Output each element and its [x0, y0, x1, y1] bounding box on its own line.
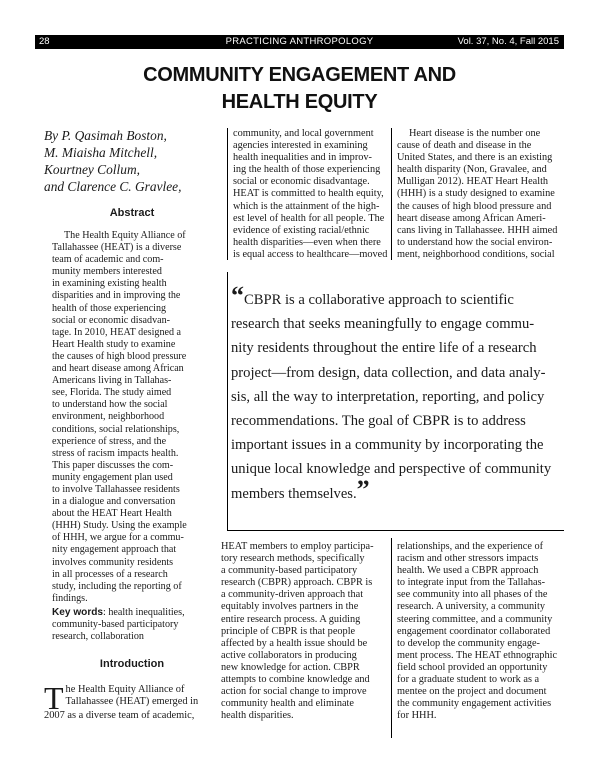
- body-text-line: racism and other stressors impacts: [397, 553, 539, 565]
- abstract-body: [52, 230, 220, 605]
- pull-quote-line: project—from design, data collection, and data analy-: [231, 364, 546, 381]
- body-text-line: to understand how the social environ-: [397, 236, 553, 248]
- keywords-text: research, collaboration: [52, 631, 144, 643]
- column-3-top-text: [397, 128, 562, 261]
- column-rule: [227, 128, 228, 260]
- body-text-line: active collaborators in producing: [221, 649, 357, 661]
- pull-quote-line: unique local knowledge and perspective of community: [231, 461, 552, 478]
- body-text-line: a community-based participatory: [221, 565, 358, 577]
- abstract-line: Americans living in Tallahas-: [52, 375, 172, 387]
- body-text-line: research (CBPR) approach. CBPR is: [221, 577, 373, 589]
- abstract-line: the causes of high blood pressure: [52, 350, 187, 362]
- abstract-line: about the HEAT Heart Health: [52, 508, 172, 520]
- article-title-line-1: COMMUNITY ENGAGEMENT AND: [143, 64, 456, 86]
- body-text-line: engagement coordinator collaborated: [397, 625, 551, 637]
- body-text-line: ing the health of those experiencing: [233, 164, 381, 176]
- journal-name: PRACTICING ANTHROPOLOGY: [225, 36, 374, 47]
- column-rule: [391, 128, 392, 260]
- keywords-text: : health inequalities,: [103, 607, 185, 618]
- body-text-line: to integrate input from the Tallahas-: [397, 577, 546, 589]
- column-3-bottom-text: [397, 541, 562, 722]
- page-number: 28: [39, 36, 50, 47]
- body-text-line: which is the attainment of the high-: [233, 200, 380, 212]
- abstract-line: stress of racism impacts health.: [52, 447, 179, 459]
- running-header: [35, 35, 564, 49]
- body-text-line: equitably involves partners in the: [221, 601, 359, 613]
- abstract-line: nity engagement approach that: [52, 544, 177, 556]
- pull-quote-line: sis, all the way to interpretation, reporting, and policy: [231, 388, 545, 405]
- body-text-line: new knowledge for action. CBPR: [221, 661, 360, 673]
- abstract-line: (HHH) Study. Using the example: [52, 520, 187, 532]
- article-title-line-2: HEALTH EQUITY: [221, 91, 378, 113]
- body-text-line: is equal access to healthcare—moved: [233, 248, 388, 260]
- introduction-heading: Introduction: [99, 658, 165, 670]
- body-text-line: cause of death and disease in the: [397, 140, 532, 152]
- body-text-line: health disparities—even when there: [233, 236, 381, 248]
- abstract-line: munity engagement plan used: [52, 471, 173, 483]
- body-text-line: cans living in Tallahassee. HHH aimed: [397, 224, 558, 236]
- abstract-line: see, Florida. The study aimed: [52, 387, 172, 399]
- body-text-line: Mulligan 2012). HEAT Heart Health: [397, 176, 549, 188]
- body-text-line: health disparity (Non, Gravalee, and: [397, 164, 547, 176]
- body-text-line: steering committee, and a community: [397, 613, 553, 625]
- open-quote-mark: “: [231, 281, 244, 310]
- abstract-line: Tallahassee (HEAT) is a diverse: [52, 242, 182, 254]
- pull-quote: [231, 281, 561, 506]
- body-text-line: field school provided an opportunity: [397, 661, 548, 673]
- author-list: [44, 127, 214, 195]
- body-text-line: community, and local government: [233, 128, 374, 139]
- body-text-line: agencies interested in examining: [233, 140, 368, 152]
- abstract-line: team of academic and com-: [52, 254, 164, 266]
- intro-line: 2007 as a diverse team of academic,: [44, 710, 195, 721]
- abstract-line: and heart disease among African: [52, 363, 184, 375]
- abstract-line: Heart Health study to examine: [52, 338, 176, 350]
- body-text-line: mentee on the project and document: [397, 686, 547, 698]
- body-text-line: the causes of high blood pressure and: [397, 200, 552, 212]
- body-text-line: Heart disease is the number one: [409, 128, 541, 139]
- intro-line: Tallahassee (HEAT) emerged in: [65, 696, 199, 708]
- drop-cap: T: [44, 680, 64, 716]
- body-text-line: health disparities.: [221, 710, 294, 722]
- introduction-body: [44, 680, 220, 722]
- body-text-line: tory research methods, specifically: [221, 553, 365, 565]
- pull-quote-rule: [227, 530, 564, 531]
- abstract-line: conditions, social relationships,: [52, 423, 180, 435]
- body-text-line: principle of CBPR is that people: [221, 625, 356, 637]
- body-text-line: social or economic disadvantage.: [233, 176, 370, 188]
- body-text-line: United States, and there is an existing: [397, 152, 553, 164]
- body-text-line: attempts to combine knowledge and: [221, 674, 370, 686]
- body-text-line: heart disease among African Ameri-: [397, 212, 546, 224]
- abstract-line: disparities and in improving the: [52, 290, 181, 302]
- body-text-line: the community engagement activities: [397, 698, 552, 710]
- abstract-line: munity members interested: [52, 266, 162, 278]
- abstract-line: This paper discusses the com-: [52, 459, 174, 471]
- author-line: M. Miaisha Mitchell,: [44, 145, 158, 160]
- abstract-line: study, including the reporting of: [52, 580, 182, 592]
- abstract-line: environment, neighborhood: [52, 411, 165, 423]
- abstract-line: tage. In 2010, HEAT designed a: [52, 326, 182, 338]
- abstract-line: of HHH, we argue for a commu-: [52, 532, 184, 544]
- author-line: and Clarence C. Gravlee,: [44, 179, 182, 194]
- pull-quote-line: CBPR is a collaborative approach to scientific: [244, 292, 514, 308]
- body-text-line: (HHH) is a study designed to examine: [397, 188, 555, 200]
- body-text-line: relationships, and the experience of: [397, 541, 544, 552]
- author-line: Kourtney Collum,: [44, 162, 140, 177]
- body-text-line: health. We used a CBPR approach: [397, 565, 539, 577]
- abstract-line: findings.: [52, 592, 88, 604]
- body-text-line: action for social change to improve: [221, 686, 367, 698]
- pull-quote-line: members themselves.: [231, 485, 357, 502]
- pull-quote-line: important issues in a community by incorporating the: [231, 437, 544, 454]
- body-text-line: see community into all phases of the: [397, 589, 548, 601]
- pull-quote-line: recommendations. The goal of CBPR is to address: [231, 413, 526, 430]
- pull-quote-rule: [227, 272, 228, 530]
- column-2-top-text: [233, 128, 388, 261]
- volume-info: Vol. 37, No. 4, Fall 2015: [457, 36, 559, 47]
- body-text-line: entire research process. A guiding: [221, 613, 361, 625]
- body-text-line: research. A university, a community: [397, 601, 546, 613]
- author-line: By P. Qasimah Boston,: [44, 128, 167, 143]
- body-text-line: health inequalities and in improv-: [233, 152, 372, 164]
- body-text-line: a community-driven approach that: [221, 589, 364, 601]
- abstract-line: health of those experiencing: [52, 302, 167, 314]
- body-text-line: ment, neighborhood conditions, social: [397, 248, 555, 260]
- abstract-line: involves community residents: [52, 556, 174, 568]
- keywords-block: [52, 607, 220, 643]
- keywords-text: community-based participatory: [52, 619, 179, 631]
- body-text-line: to develop the community engage-: [397, 637, 540, 649]
- abstract-line: in all processes of a research: [52, 568, 168, 580]
- body-text-line: affected by a health issue should be: [221, 637, 368, 649]
- intro-line: he Health Equity Alliance of: [65, 684, 185, 695]
- body-text-line: HEAT is committed to health equity,: [233, 188, 384, 200]
- pull-quote-line: nity residents throughout the entire life of a research: [231, 340, 537, 357]
- abstract-heading: Abstract: [109, 207, 155, 219]
- abstract-line: in examining existing health: [52, 278, 167, 290]
- close-quote-mark: ”: [356, 474, 370, 504]
- body-text-line: evidence of existing racial/ethnic: [233, 224, 370, 236]
- abstract-line: experience of stress, and the: [52, 435, 167, 447]
- body-text-line: ment process. The HEAT ethnographic: [397, 649, 558, 661]
- abstract-line: in a dialogue and conversation: [52, 496, 176, 508]
- body-text-line: HEAT members to employ participa-: [221, 541, 374, 552]
- keywords-label: Key words: [52, 607, 104, 618]
- column-rule: [391, 538, 392, 738]
- body-text-line: community health and eliminate: [221, 698, 354, 710]
- body-text-line: for a graduate student to work as a: [397, 674, 540, 686]
- pull-quote-line: research that seeks meaningfully to engage commu-: [231, 316, 535, 333]
- abstract-line: The Health Equity Alliance of: [64, 230, 186, 241]
- column-2-bottom-text: [221, 541, 387, 722]
- abstract-line: to understand how the social: [52, 399, 168, 411]
- body-text-line: for HHH.: [397, 710, 437, 722]
- body-text-line: est level of health for all people. The: [233, 212, 385, 224]
- abstract-line: social or economic disadvan-: [52, 314, 171, 326]
- abstract-line: to involve Tallahassee residents: [52, 483, 180, 495]
